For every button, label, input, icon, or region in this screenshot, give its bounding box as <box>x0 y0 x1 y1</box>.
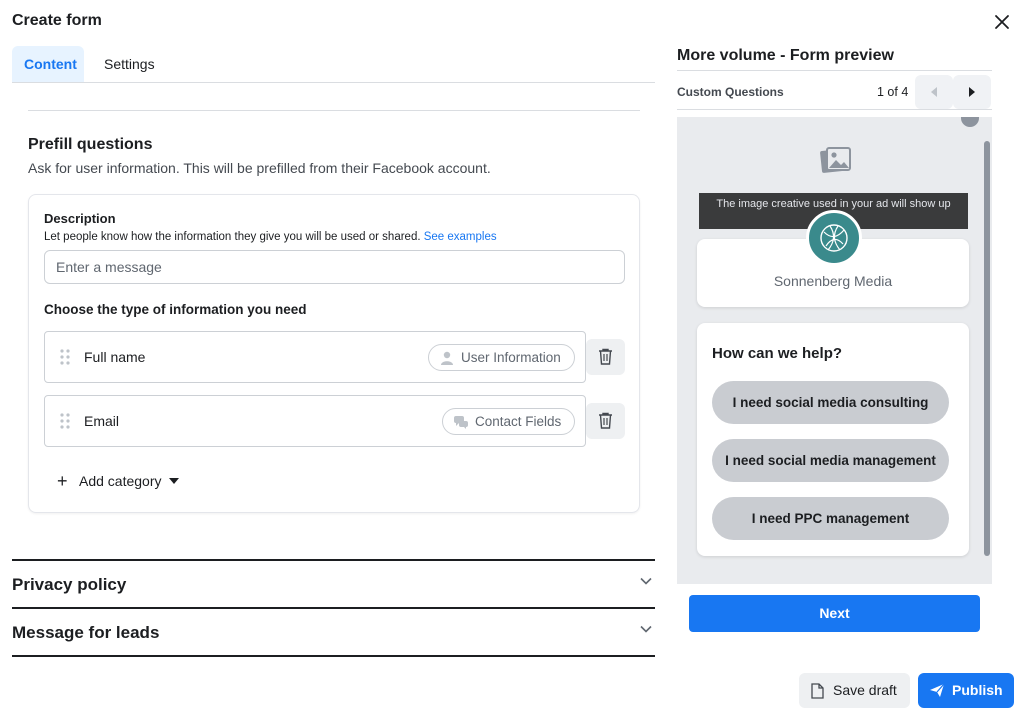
section-title: Message for leads <box>12 623 160 642</box>
chat-bubbles-icon <box>453 414 469 430</box>
trash-icon <box>598 348 613 365</box>
section-title: Privacy policy <box>12 575 127 594</box>
question-card <box>697 323 969 556</box>
publish-label: Publish <box>952 682 1003 698</box>
description-help-text: Let people know how the information they give you will be used or shared. <box>44 231 421 243</box>
trash-icon <box>598 412 613 429</box>
category-label: User Information <box>461 350 561 365</box>
section-privacy-policy[interactable] <box>12 559 655 607</box>
preview-subheader: Custom Questions <box>677 85 784 99</box>
answer-option[interactable]: I need PPC management <box>712 497 949 540</box>
save-draft-button[interactable] <box>799 673 910 708</box>
preview-scrollbar[interactable] <box>984 141 990 556</box>
image-creative-notice: The image creative used in your ad will show up <box>699 193 968 229</box>
form-preview-frame <box>677 117 992 584</box>
image-placeholder-icon <box>820 145 852 175</box>
tab-bar <box>12 46 655 83</box>
answer-option[interactable]: I need social media management <box>712 439 949 482</box>
next-page-button[interactable] <box>953 75 991 109</box>
publish-button[interactable] <box>918 673 1014 708</box>
drag-handle-icon[interactable] <box>59 348 71 366</box>
question-row-email[interactable] <box>44 395 586 447</box>
prefill-subtitle: Ask for user information. This will be prefilled from their Facebook account. <box>28 160 491 176</box>
category-pill-contact-fields[interactable] <box>442 408 575 435</box>
delete-button[interactable] <box>586 339 625 375</box>
divider <box>677 70 992 71</box>
add-category-label: Add category <box>79 473 162 489</box>
next-button[interactable]: Next <box>689 595 980 632</box>
divider <box>677 109 992 110</box>
prefill-title: Prefill questions <box>28 136 153 153</box>
close-icon[interactable] <box>959 117 981 129</box>
document-icon <box>811 683 824 699</box>
answer-option[interactable]: I need social media consulting <box>712 381 949 424</box>
description-label: Description <box>44 211 116 226</box>
previous-page-button[interactable] <box>915 75 953 109</box>
category-label: Contact Fields <box>475 414 562 429</box>
send-icon <box>929 683 945 698</box>
question-row-full-name[interactable] <box>44 331 586 383</box>
person-icon <box>439 350 455 366</box>
brand-name: Sonnenberg Media <box>773 273 893 289</box>
see-examples-link[interactable]: See examples <box>423 231 497 243</box>
divider <box>28 110 640 111</box>
question-label: Email <box>84 413 120 429</box>
message-input[interactable] <box>44 250 625 284</box>
triangle-right-icon <box>969 87 975 97</box>
question-label: Full name <box>84 349 146 365</box>
brand-logo <box>806 210 862 266</box>
plus-icon: + <box>57 471 68 491</box>
brand-logo-icon <box>818 222 850 254</box>
section-message-for-leads[interactable] <box>12 607 655 657</box>
tab-settings[interactable]: Settings <box>104 56 155 72</box>
save-draft-label: Save draft <box>833 682 897 698</box>
chevron-down-icon <box>640 625 652 633</box>
question-title: How can we help? <box>712 345 843 362</box>
tab-content[interactable]: Content <box>12 46 84 82</box>
delete-button[interactable] <box>586 403 625 439</box>
category-pill-user-information[interactable] <box>428 344 575 371</box>
drag-handle-icon[interactable] <box>59 412 71 430</box>
dialog-title: Create form <box>12 12 102 29</box>
page-counter: 1 of 4 <box>877 85 909 99</box>
triangle-left-icon <box>931 87 937 97</box>
preview-title: More volume - Form preview <box>677 47 894 64</box>
prefill-card <box>28 194 640 513</box>
description-help <box>44 231 497 243</box>
choose-type-label: Choose the type of information you need <box>44 302 307 317</box>
chevron-down-icon <box>640 577 652 585</box>
close-icon[interactable] <box>990 10 1014 34</box>
caret-down-icon <box>169 478 179 484</box>
